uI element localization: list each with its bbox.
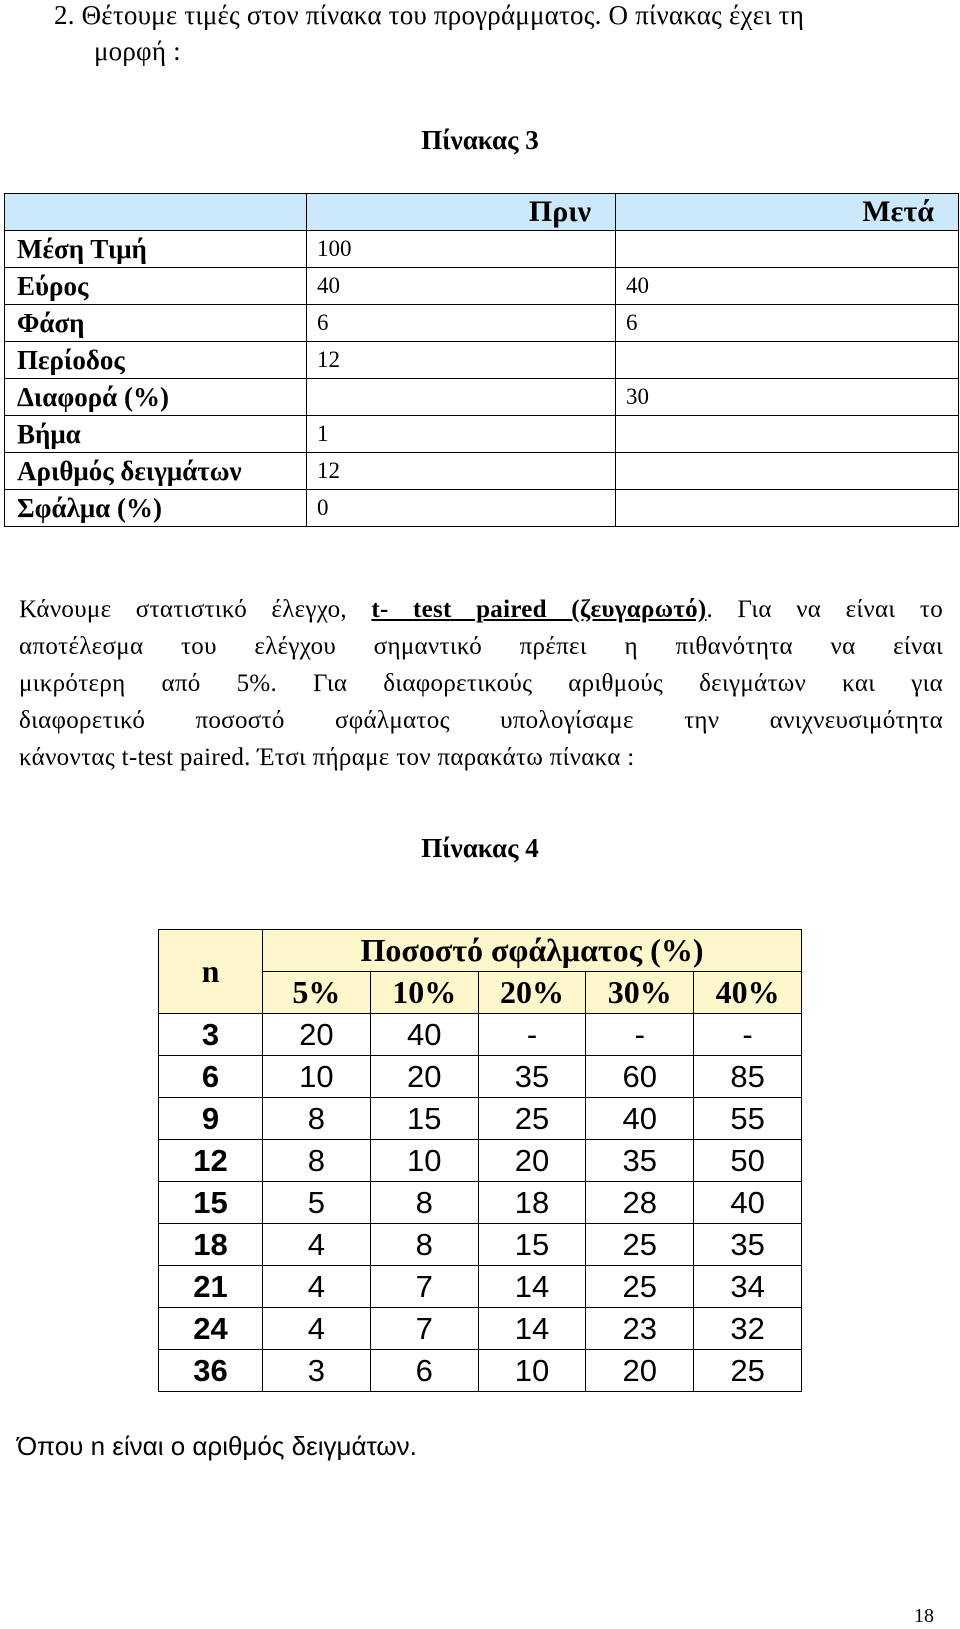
before-value: 0	[307, 490, 616, 527]
paragraph-line-5: κάνοντας t-test paired. Έτσι πήραμε τον παρακάτω πίνακα :	[19, 744, 635, 771]
table3	[4, 193, 959, 527]
n-value: 12	[159, 1140, 263, 1182]
cell: 7	[370, 1266, 478, 1308]
table3-caption: Πίνακας 3	[421, 125, 539, 155]
cell: 23	[586, 1308, 694, 1350]
table3-header-blank	[5, 194, 307, 231]
cell: 4	[263, 1224, 371, 1266]
table-row	[5, 416, 959, 453]
cell: 8	[370, 1224, 478, 1266]
row-label: Μέση Τιμή	[5, 231, 307, 268]
n-value: 9	[159, 1098, 263, 1140]
table-row	[159, 1098, 802, 1140]
cell: 14	[478, 1266, 586, 1308]
after-value	[616, 231, 959, 268]
before-value: 40	[307, 268, 616, 305]
cell: 40	[370, 1014, 478, 1056]
cell: 25	[586, 1224, 694, 1266]
table-row	[159, 1140, 802, 1182]
table-row	[159, 1224, 802, 1266]
row-label: Εύρος	[5, 268, 307, 305]
cell: 85	[694, 1056, 802, 1098]
cell: 3	[263, 1350, 371, 1392]
table-row	[5, 231, 959, 268]
paragraph-line-3: μικρότερη από 5%. Για διαφορετικούς αριθμούς δειγμάτων και για	[19, 670, 943, 697]
table-row	[159, 1266, 802, 1308]
table-row	[159, 1350, 802, 1392]
column-header: 10%	[370, 972, 478, 1014]
after-value: 40	[616, 268, 959, 305]
before-value: 100	[307, 231, 616, 268]
body-paragraph	[19, 591, 943, 776]
table3-header-row	[5, 194, 959, 231]
n-value: 21	[159, 1266, 263, 1308]
table-row	[5, 305, 959, 342]
cell: 15	[478, 1224, 586, 1266]
cell: 4	[263, 1266, 371, 1308]
before-value: 1	[307, 416, 616, 453]
after-value: 6	[616, 305, 959, 342]
before-value: 12	[307, 342, 616, 379]
cell: 7	[370, 1308, 478, 1350]
before-value	[307, 379, 616, 416]
column-header: 40%	[694, 972, 802, 1014]
row-label: Αριθμός δειγμάτων	[5, 453, 307, 490]
cell: 15	[370, 1098, 478, 1140]
table-row	[5, 453, 959, 490]
cell: 25	[478, 1098, 586, 1140]
n-value: 15	[159, 1182, 263, 1224]
after-value	[616, 416, 959, 453]
after-value	[616, 490, 959, 527]
intro-line-2: μορφή :	[94, 36, 181, 66]
t-test-link: t- test paired (ζευγαρωτό)	[371, 596, 707, 623]
cell: 20	[478, 1140, 586, 1182]
before-value: 12	[307, 453, 616, 490]
cell: 20	[370, 1056, 478, 1098]
column-header: 5%	[263, 972, 371, 1014]
paragraph-line-2: αποτέλεσμα του ελέγχου σημαντικό πρέπει η πιθανότητα να είναι	[19, 633, 943, 660]
after-value: 30	[616, 379, 959, 416]
cell: 20	[263, 1014, 371, 1056]
table-row	[5, 342, 959, 379]
table-row	[5, 379, 959, 416]
after-value	[616, 453, 959, 490]
table3-header-before: Πριν	[307, 194, 616, 231]
paragraph-line-4: διαφορετικό ποσοστό σφάλματος υπολογίσαμε την ανιχνευσιμότητα	[19, 707, 943, 734]
cell: -	[478, 1014, 586, 1056]
cell: 28	[586, 1182, 694, 1224]
table-row	[159, 1308, 802, 1350]
cell: 8	[263, 1098, 371, 1140]
n-value: 18	[159, 1224, 263, 1266]
cell: 32	[694, 1308, 802, 1350]
cell: 14	[478, 1308, 586, 1350]
row-label: Διαφορά (%)	[5, 379, 307, 416]
cell: 20	[586, 1350, 694, 1392]
table4-caption: Πίνακας 4	[421, 833, 539, 863]
row-label: Σφάλμα (%)	[5, 490, 307, 527]
cell: 10	[370, 1140, 478, 1182]
cell: 10	[478, 1350, 586, 1392]
cell: 40	[694, 1182, 802, 1224]
n-value: 36	[159, 1350, 263, 1392]
footer-note: Όπου n είναι ο αριθμός δειγμάτων.	[17, 1431, 417, 1461]
n-value: 24	[159, 1308, 263, 1350]
n-value: 3	[159, 1014, 263, 1056]
table-row	[5, 490, 959, 527]
cell: -	[694, 1014, 802, 1056]
paragraph-text: . Για να είναι το	[706, 596, 943, 623]
row-label: Περίοδος	[5, 342, 307, 379]
table-row	[159, 1056, 802, 1098]
cell: 35	[586, 1140, 694, 1182]
cell: 5	[263, 1182, 371, 1224]
table-row	[5, 268, 959, 305]
cell: 34	[694, 1266, 802, 1308]
cell: 55	[694, 1098, 802, 1140]
table-row	[159, 1014, 802, 1056]
paragraph-line-1	[19, 591, 943, 628]
cell: 35	[478, 1056, 586, 1098]
n-value: 6	[159, 1056, 263, 1098]
column-header: 30%	[586, 972, 694, 1014]
n-header: n	[159, 930, 263, 1014]
table3-header-after: Μετά	[616, 194, 959, 231]
cell: 50	[694, 1140, 802, 1182]
cell: 18	[478, 1182, 586, 1224]
column-header: 20%	[478, 972, 586, 1014]
table4	[158, 929, 802, 1392]
cell: 8	[370, 1182, 478, 1224]
cell: 25	[694, 1350, 802, 1392]
cell: 25	[586, 1266, 694, 1308]
after-value	[616, 342, 959, 379]
before-value: 6	[307, 305, 616, 342]
row-label: Φάση	[5, 305, 307, 342]
cell: -	[586, 1014, 694, 1056]
cell: 8	[263, 1140, 371, 1182]
intro-line-1: 2. Θέτουμε τιμές στον πίνακα του προγράμματος. Ο πίνακας έχει τη	[54, 0, 805, 30]
table-row	[159, 1182, 802, 1224]
cell: 35	[694, 1224, 802, 1266]
cell: 6	[370, 1350, 478, 1392]
table4-header-row	[159, 930, 802, 972]
paragraph-text: Κάνουμε στατιστικό έλεγχο,	[19, 596, 372, 623]
row-label: Βήμα	[5, 416, 307, 453]
error-percent-header: Ποσοστό σφάλματος (%)	[263, 930, 802, 972]
cell: 40	[586, 1098, 694, 1140]
cell: 10	[263, 1056, 371, 1098]
cell: 4	[263, 1308, 371, 1350]
cell: 60	[586, 1056, 694, 1098]
page-number: 18	[914, 1605, 934, 1627]
